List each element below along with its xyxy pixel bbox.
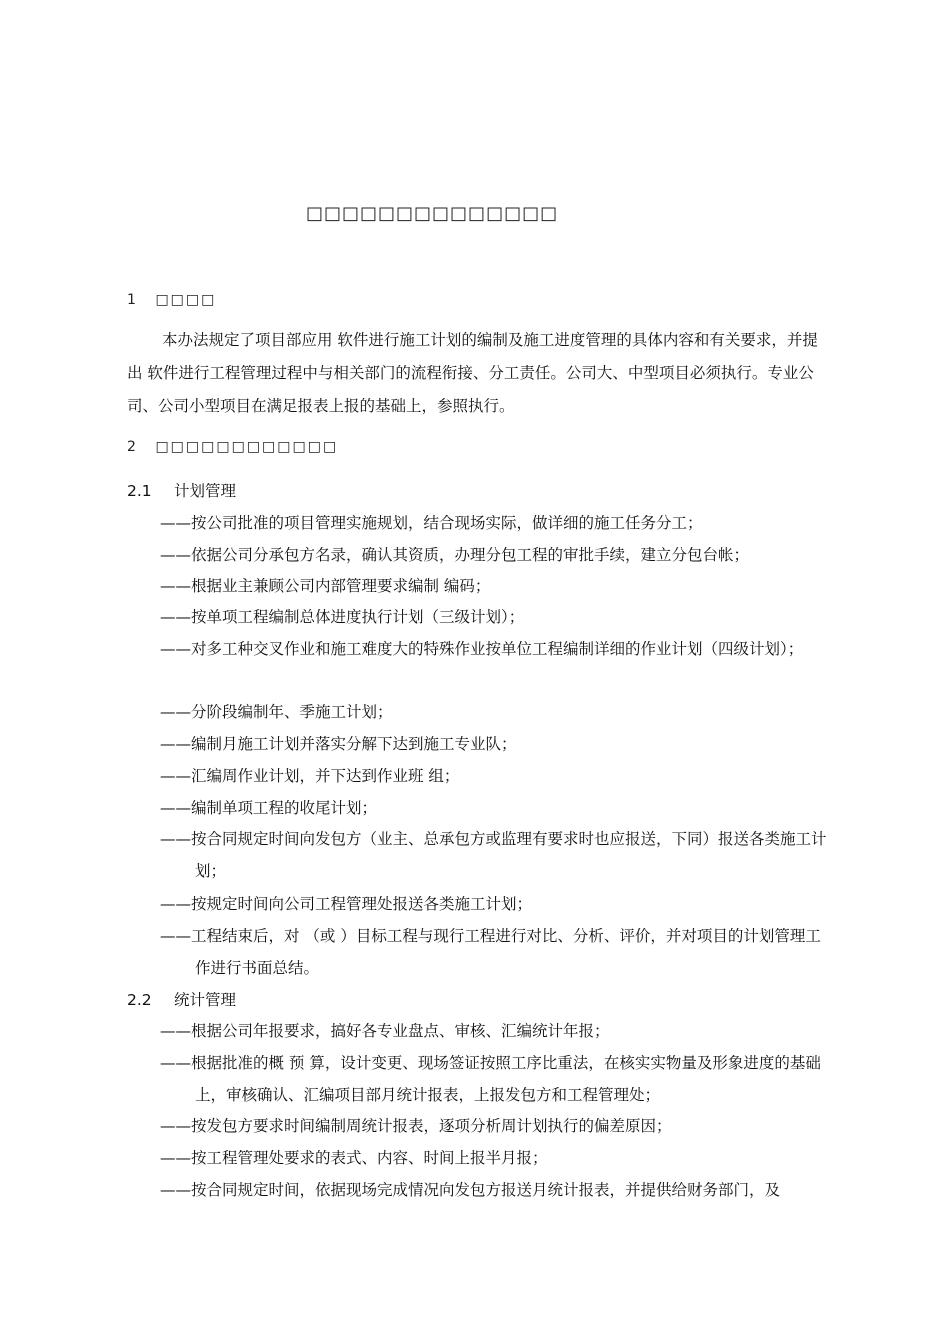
list-item: ——汇编周作业计划，并下达到作业班 组； [160, 767, 460, 785]
subsection-heading-2-1 [127, 479, 236, 501]
list-item: ——分阶段编制年、季施工计划； [160, 703, 393, 721]
subsection-heading-2-2 [127, 988, 236, 1010]
subsection-label: 计划管理 [173, 482, 236, 500]
list-item: ——依据公司分承包方名录，确认其资质，办理分包工程的审批手续，建立分包台帐； [160, 546, 750, 564]
list-item: ——按合同规定时间，依据现场完成情况向发包方报送月统计报表，并提供给财务部门，及 [160, 1181, 781, 1199]
subsection-label: 统计管理 [173, 991, 236, 1009]
list-item: ——根据公司年报要求，搞好各专业盘点、审核、汇编统计年报； [160, 1022, 610, 1040]
list-item: ——对多工种交叉作业和施工难度大的特殊作业按单位工程编制详细的作业计划（四级计划）； [160, 640, 804, 658]
section-label: □□□□ [155, 292, 217, 308]
subsection-number: 2.2 [127, 991, 152, 1009]
list-item: ——工程结束后，对 （或 ）目标工程与现行工程进行对比、分析、评价，并对项目的计划管理工作进行书面总结。 [160, 927, 821, 977]
list-item: ——按发包方要求时间编制周统计报表，逐项分析周计划执行的偏差原因； [160, 1117, 672, 1135]
list-item: ——按合同规定时间向发包方（业主、总承包方或监理有要求时也应报送，下同）报送各类施工计划； [160, 830, 827, 880]
list-item: ——编制单项工程的收尾计划； [160, 799, 378, 817]
list-item: ——按公司批准的项目管理实施规划，结合现场实际，做详细的施工任务分工； [160, 514, 703, 532]
subsection-number: 2.1 [127, 482, 152, 500]
list-item: ——按规定时间向公司工程管理处报送各类施工计划； [160, 895, 533, 913]
section-label: □□□□□□□□□□□□ [155, 439, 339, 455]
list-item: ——按工程管理处要求的表式、内容、时间上报半月报； [160, 1149, 548, 1167]
section-heading-2 [127, 439, 338, 455]
list-item: ——编制月施工计划并落实分解下达到施工专业队； [160, 735, 517, 753]
list-item: ——按单项工程编制总体进度执行计划（三级计划）； [160, 608, 525, 626]
intro-paragraph: 本办法规定了项目部应用 软件进行施工计划的编制及施工进度管理的具体内容和有关要求，并提出 软件进行工程管理过程中与相关部门的流程衔接、分工责任。公司大、中型项目必须执行。专业公司、公司小型项目在满足报表上报的基础上，参照执行。 [127, 331, 818, 415]
list-item: ——根据业主兼顾公司内部管理要求编制 编码； [160, 577, 491, 595]
list-item: ——根据批准的概 预 算，设计变更、现场签证按照工序比重法，在核实实物量及形象进度的基础上，审核确认、汇编项目部月统计报表，上报发包方和工程管理处； [160, 1054, 821, 1104]
section-number: 1 [127, 292, 136, 308]
section-number: 2 [127, 439, 136, 455]
section-heading-1 [127, 292, 216, 308]
document-title: □□□□□□□□□□□□□□ [306, 203, 559, 224]
